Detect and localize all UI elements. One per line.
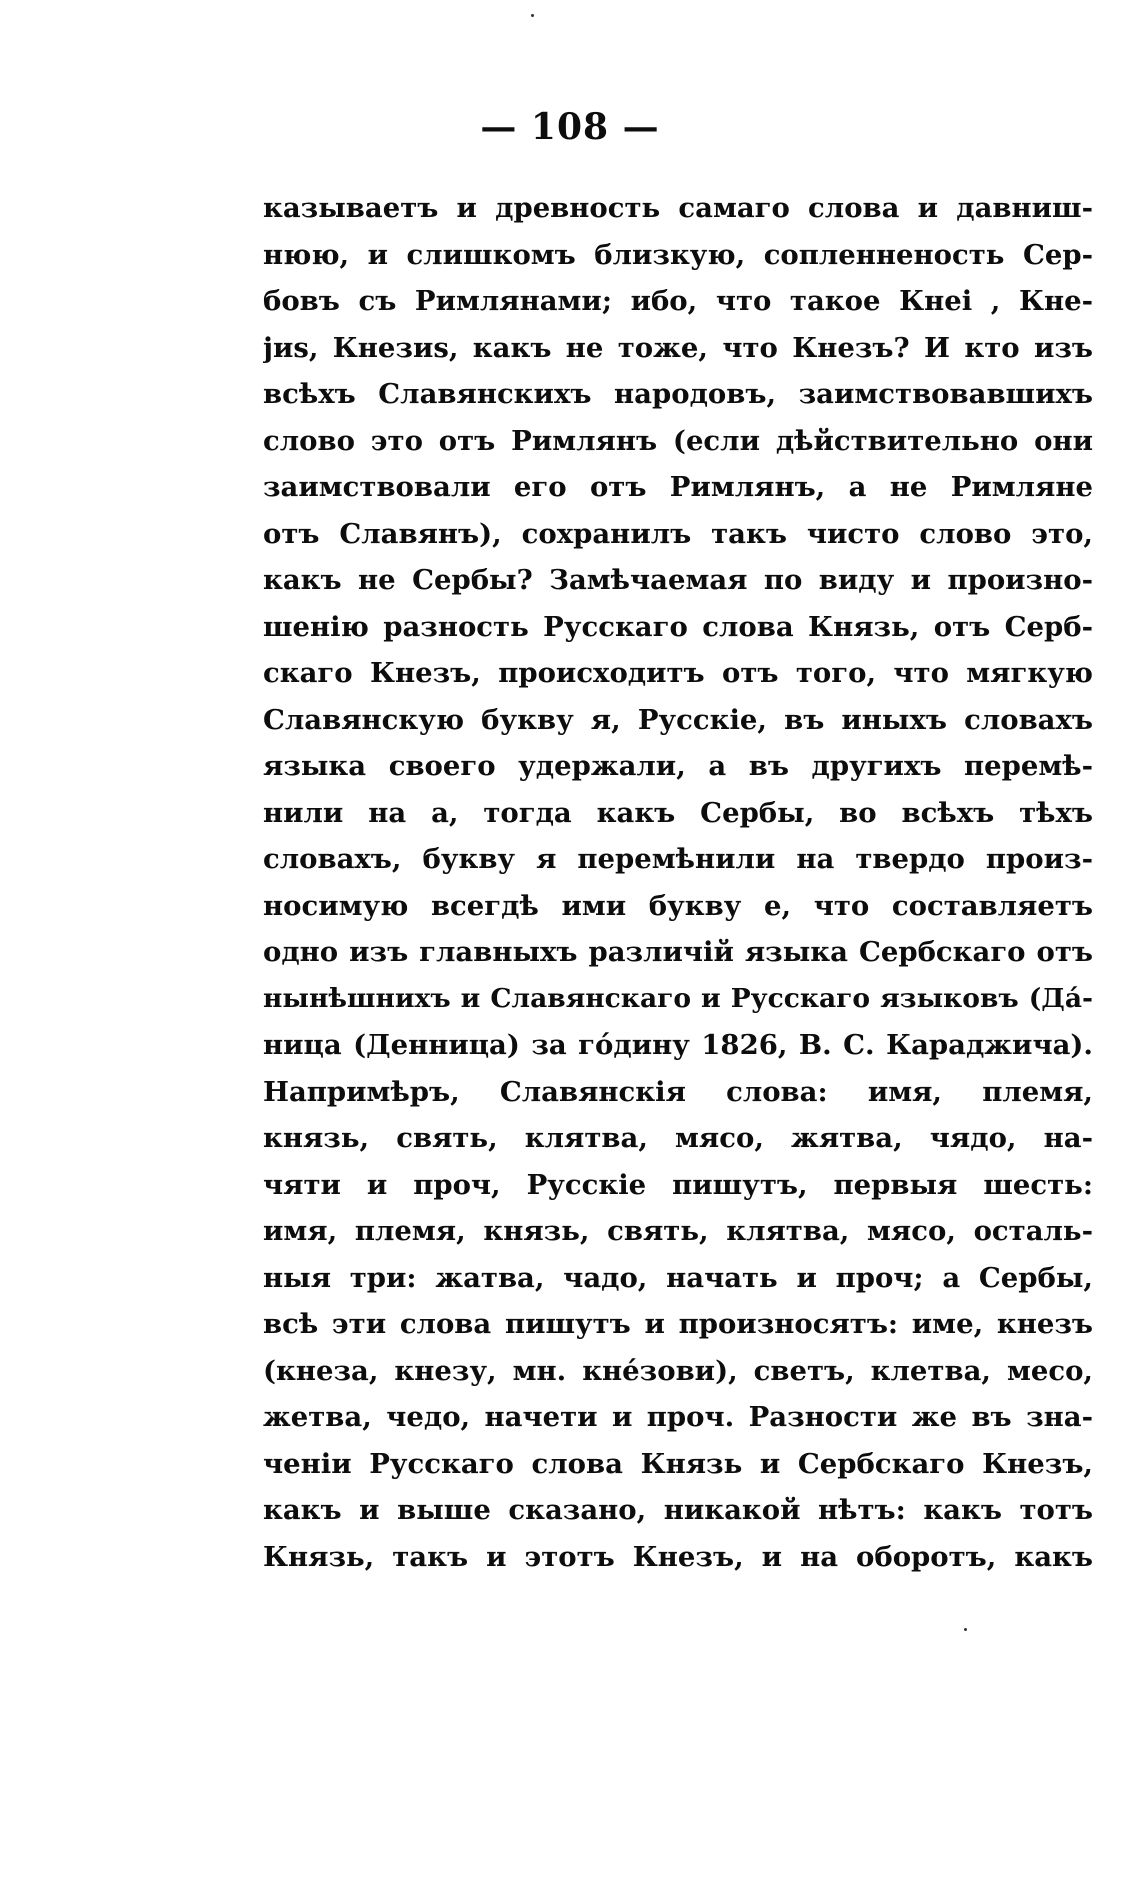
text-line: Напримѣръ, Славянскія слова: имя, племя, bbox=[263, 1075, 1093, 1108]
text-line: отъ Славянъ), сохранилъ такъ чисто слово это, bbox=[263, 517, 1093, 550]
text-line: ница (Денница) за гóдину 1826, В. С. Караджича). bbox=[263, 1029, 1093, 1061]
text-line: јиs, Кнезиs, какъ не тоже, что Кнезъ? И кто изъ bbox=[263, 331, 1093, 364]
text-line: скаго Кнезъ, происходитъ отъ того, что мягкую bbox=[263, 657, 1093, 689]
text-line: бовъ съ Римлянами; ибо, что такое Кнеі , Кне- bbox=[263, 285, 1093, 317]
text-line: Славянскую букву я, Русскіе, въ иныхъ словахъ bbox=[263, 703, 1093, 736]
text-line: заимствовали его отъ Римлянъ, а не Римляне bbox=[263, 471, 1093, 503]
text-line: имя, племя, князь, свять, клятва, мясо, осталь- bbox=[263, 1215, 1093, 1247]
text-line: ныя три: жатва, чадо, начать и проч; а Сербы, bbox=[263, 1261, 1093, 1294]
text-line: всѣхъ Славянскихъ народовъ, заимствовавшихъ bbox=[263, 378, 1093, 410]
text-line: слово это отъ Римлянъ (если дѣйствительно они bbox=[263, 424, 1093, 457]
text-line: нынѣшнихъ и Славянскаго и Русскаго языковъ (Дá- bbox=[263, 982, 1093, 1014]
text-line: всѣ эти слова пишутъ и произносятъ: име, кнезъ bbox=[263, 1308, 1093, 1340]
text-line: нили на а, тогда какъ Сербы, во всѣхъ тѣхъ bbox=[263, 796, 1093, 829]
print-speck bbox=[531, 14, 534, 17]
print-speck bbox=[964, 1628, 967, 1631]
text-line: какъ не Сербы? Замѣчаемая по виду и произно- bbox=[263, 564, 1093, 596]
text-line: шенію разность Русскаго слова Князь, отъ Серб- bbox=[263, 610, 1093, 643]
page-number: — 108 — bbox=[480, 106, 660, 148]
text-line: князь, свять, клятва, мясо, жятва, чядо, на- bbox=[263, 1122, 1093, 1154]
text-line: языка своего удержали, а въ другихъ перемѣ- bbox=[263, 750, 1093, 782]
text-line: чяти и проч, Русскіе пишутъ, первыя шесть: bbox=[263, 1168, 1093, 1201]
text-line: (кнеза, кнезу, мн. кнéзови), светъ, клетва, месо, bbox=[263, 1354, 1093, 1387]
text-line: нюю, и слишкомъ близкую, сопленненость Сер- bbox=[263, 238, 1093, 271]
text-line: какъ и выше сказано, никакой нѣтъ: какъ тотъ bbox=[263, 1494, 1093, 1526]
text-line: носимую всегдѣ ими букву е, что составляетъ bbox=[263, 889, 1093, 922]
text-line: ченіи Русскаго слова Князь и Сербскаго Кнезъ, bbox=[263, 1447, 1093, 1480]
text-line: Князь, такъ и этотъ Кнезъ, и на оборотъ, какъ bbox=[263, 1540, 1093, 1573]
text-line: казываетъ и древность самаго слова и давниш- bbox=[263, 192, 1093, 224]
text-line: жетва, чедо, начети и проч. Разности же въ зна- bbox=[263, 1401, 1093, 1433]
text-line: словахъ, букву я перемѣнили на твердо произ- bbox=[263, 843, 1093, 875]
body-text bbox=[263, 185, 1093, 1580]
text-line: одно изъ главныхъ различій языка Сербскаго отъ bbox=[263, 936, 1093, 968]
